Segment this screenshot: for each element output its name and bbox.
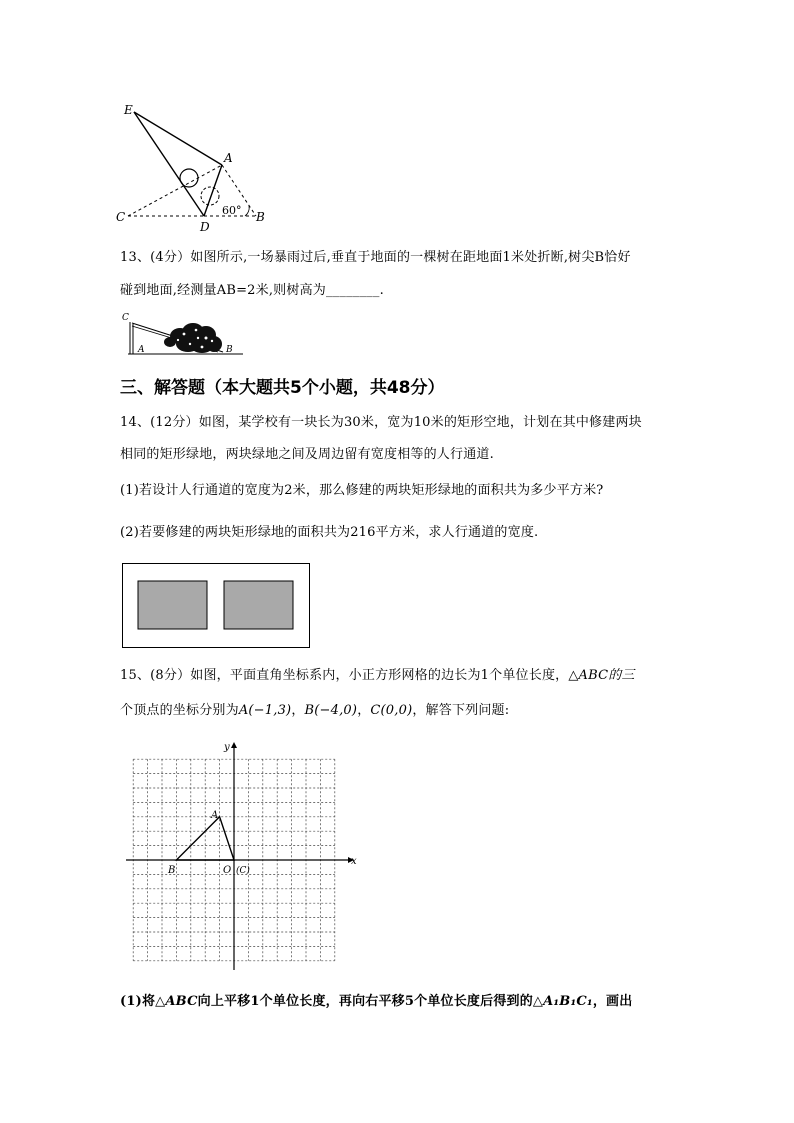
y-axis-arrow xyxy=(231,742,237,748)
question-14-part-1: (1)若设计人行通道的宽度为2米，那么修建的两块矩形绿地的面积共为多少平方米? xyxy=(120,483,604,498)
question-15-triangle-ref: △ABC的三 xyxy=(568,668,635,683)
q15-p1-a: (1)将 xyxy=(120,994,156,1009)
axis-label-y: y xyxy=(224,742,230,753)
figure-q12 xyxy=(110,100,280,235)
question-14-line-1: 14、(12分）如图，某学校有一块长为30米，宽为10米的矩形空地，计划在其中修建两块 xyxy=(120,415,642,430)
coord-B: B(−4,0) xyxy=(304,703,358,718)
point-label-A: A xyxy=(211,810,219,821)
question-15-line-1 xyxy=(120,666,680,686)
question-15-line-2-text: 个顶点的坐标分别为 xyxy=(120,703,239,718)
question-15-part-1 xyxy=(120,992,680,1012)
tree-label-C: C xyxy=(122,313,129,323)
q15-p1-e: ，画出 xyxy=(592,994,633,1009)
question-15-line-2-end: ，解答下列问题: xyxy=(412,703,510,718)
question-15-line-1-text: 15、(8分）如图，平面直角坐标系内，小正方形网格的边长为1个单位长度， xyxy=(120,668,569,683)
q15-p1-triangle-1: △A₁B₁C₁ xyxy=(532,994,593,1009)
point-label-C: (C) xyxy=(236,866,250,876)
q15-p1-c: 向上平移1个单位长度，再向右平移5个单位长度后得到的 xyxy=(197,994,533,1009)
tree-label-B: B xyxy=(226,345,233,355)
point-label-B: B xyxy=(168,865,176,876)
label-E: E xyxy=(124,103,133,117)
question-14-part-2: (2)若要修建的两块矩形绿地的面积共为216平方米，求人行通道的宽度. xyxy=(120,525,539,540)
coord-C: C(0,0) xyxy=(370,703,413,718)
axis-label-x: x xyxy=(351,856,357,867)
question-13-line-2: 碰到地面,经测量AB=2米,则树高为________. xyxy=(120,283,384,298)
label-B: B xyxy=(256,210,265,224)
question-15-line-2: 个顶点的坐标分别为A(−1,3)，B(−4,0)，C(0,0)，解答下列问题: xyxy=(120,703,510,718)
figure-q14-rectangles xyxy=(122,563,312,653)
point-label-O: O xyxy=(223,865,232,876)
figure-q15-coordinate-grid xyxy=(120,740,365,975)
question-14-line-2: 相同的矩形绿地，两块绿地之间及周边留有宽度相等的人行通道. xyxy=(120,447,494,462)
label-A: A xyxy=(224,151,233,165)
label-C: C xyxy=(116,210,126,224)
label-angle-60: 60° xyxy=(222,204,242,217)
question-13-line-1: 13、(4分）如图所示,一场暴雨过后,垂直于地面的一棵树在距地面1米处折断,树尖B恰好 xyxy=(120,250,631,265)
tree-label-A: A xyxy=(138,345,145,355)
coord-A: A(−1,3) xyxy=(238,703,292,718)
figure-q13-tree xyxy=(118,310,248,358)
label-D: D xyxy=(200,220,210,234)
section-3-heading: 三、解答题（本大题共5个小题，共48分） xyxy=(120,378,445,398)
q15-p1-triangle: △ABC xyxy=(155,994,198,1009)
